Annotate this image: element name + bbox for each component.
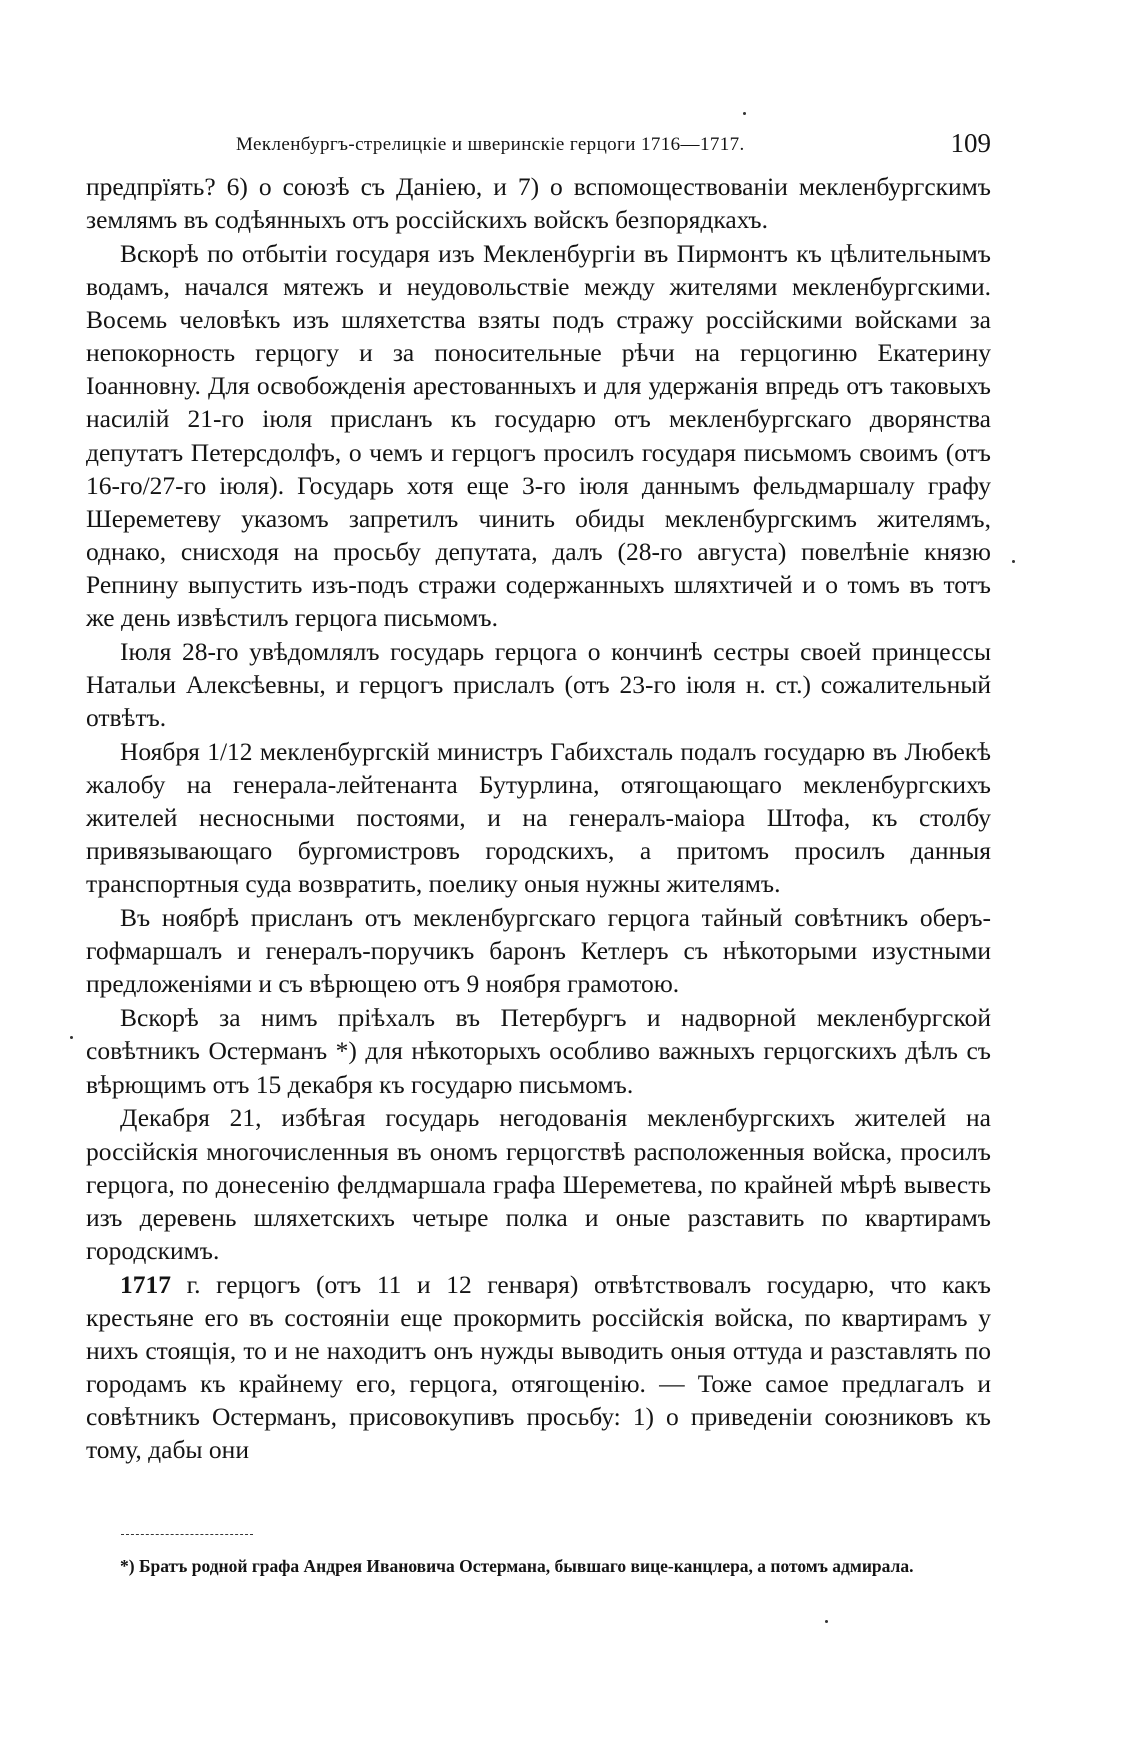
footnote-text: Братъ родной графа Андрея Ивановича Остермана, бывшаго вице-канцлера, а потомъ адмирала. bbox=[134, 1556, 914, 1576]
scan-speck bbox=[70, 1036, 73, 1039]
scan-speck bbox=[743, 112, 746, 115]
paragraph-text: г. герцогъ (отъ 11 и 12 генваря) отвѣтствовалъ государю, что какъ крестьяне его въ состояніи еще прокормить россійскія войска, по квартирамъ у нихъ стоящія, то и не находитъ онъ нужды выводить оныя оттуда и разставлять по городамъ къ крайнему его, герцога, отягощенію. — Тоже самое предлагалъ и совѣтникъ Остерманъ, присовокупивъ просьбу: 1) о приведеніи союзниковъ къ тому, дабы они bbox=[86, 1269, 991, 1465]
page-number: 109 bbox=[950, 128, 991, 158]
paragraph: Декабря 21, избѣгая государь негодованія мекленбургскихъ жителей на россійскія многочисленныя въ ономъ герцогствѣ расположенныя войска, просилъ герцога, по донесенію фелдмаршала графа Шереметева, по крайней мѣрѣ вывесть изъ деревень шляхетскихъ четыре полка и оные разставить по квартирамъ городскимъ. bbox=[86, 1103, 991, 1265]
scan-speck bbox=[825, 1620, 828, 1623]
paragraph-1717 bbox=[86, 1268, 991, 1467]
main-text bbox=[86, 170, 991, 1467]
paragraph: Вскорѣ по отбытіи государя изъ Мекленбургіи въ Пирмонтъ къ цѣлительнымъ водамъ, начался мятежъ и неудовольствіе между жителями мекленбургскими. Восемь человѣкъ изъ шляхетства взяты подъ стражу россійскими войсками за непокорность герцогу и за поносительные рѣчи на герцогиню Екатерину Іоанновну. Для освобожденія арестованныхъ и для удержанія впредь отъ таковыхъ насилій 21-го іюля присланъ къ государю отъ мекленбургскаго дворянства депутатъ Петерсдолфъ, о чемъ и герцогъ просилъ государя письмомъ своимъ (отъ 16-го/27-го іюля). Государь хотя еще 3-го іюля даннымъ фельдмаршалу графу Шереметеву указомъ запретилъ чинить обиды мекленбургскимъ жителямъ, однако, снисходя на просьбу депутата, далъ (28-го августа) повелѣніе князю Репнину выпустить изъ-подъ стражи содержанныхъ шляхтичей и о томъ въ тотъ же день извѣстилъ герцога письмомъ. bbox=[86, 238, 991, 633]
paragraph: предпрїять? 6) о союзѣ съ Даніею, и 7) о вспомоществованіи мекленбургскимъ землямъ въ содѣянныхъ отъ россійскихъ войскъ безпорядкахъ. bbox=[86, 172, 991, 235]
footnote-mark: *) bbox=[120, 1556, 135, 1576]
footnote-separator bbox=[121, 1534, 253, 1535]
paragraph: Вскорѣ за нимъ пріѣхалъ въ Петербургъ и надворной мекленбургской совѣтникъ Остерманъ *) для нѣкоторыхъ особливо важныхъ герцогскихъ дѣлъ съ вѣрющимъ отъ 15 декабря къ государю письмомъ. bbox=[86, 1003, 991, 1099]
running-title: Мекленбургъ-стрелицкіе и шверинскіе герцоги 1716—1717. bbox=[236, 134, 745, 155]
footnote bbox=[86, 1552, 991, 1581]
paragraph: Іюля 28-го увѣдомлялъ государь герцога о кончинѣ сестры своей принцессы Натальи Алексѣевны, и герцогъ прислалъ (отъ 23-го іюля н. ст.) сожалительный отвѣтъ. bbox=[86, 636, 991, 733]
paragraph: Въ ноябрѣ присланъ отъ мекленбургскаго герцога тайный совѣтникъ оберъ-гофмаршалъ и генералъ-поручикъ баронъ Кетлеръ съ нѣкоторыми изустными предложеніями и съ вѣрющею отъ 9 ноября грамотою. bbox=[86, 903, 991, 999]
scan-speck bbox=[1012, 560, 1015, 563]
running-head bbox=[86, 128, 991, 160]
year-label: 1717 bbox=[120, 1269, 171, 1299]
paragraph: Ноября 1/12 мекленбургскій министръ Габихсталь подалъ государю въ Любекѣ жалобу на генерала-лейтенанта Бутурлина, отягощающаго мекленбургскихъ жителей несносными постоями, и на генералъ-маіора Штофа, къ столбу привязывающаго бургомистровъ городскихъ, а притомъ просилъ данныя транспортныя суда возвратить, поелику оныя нужны жителямъ. bbox=[86, 736, 991, 899]
